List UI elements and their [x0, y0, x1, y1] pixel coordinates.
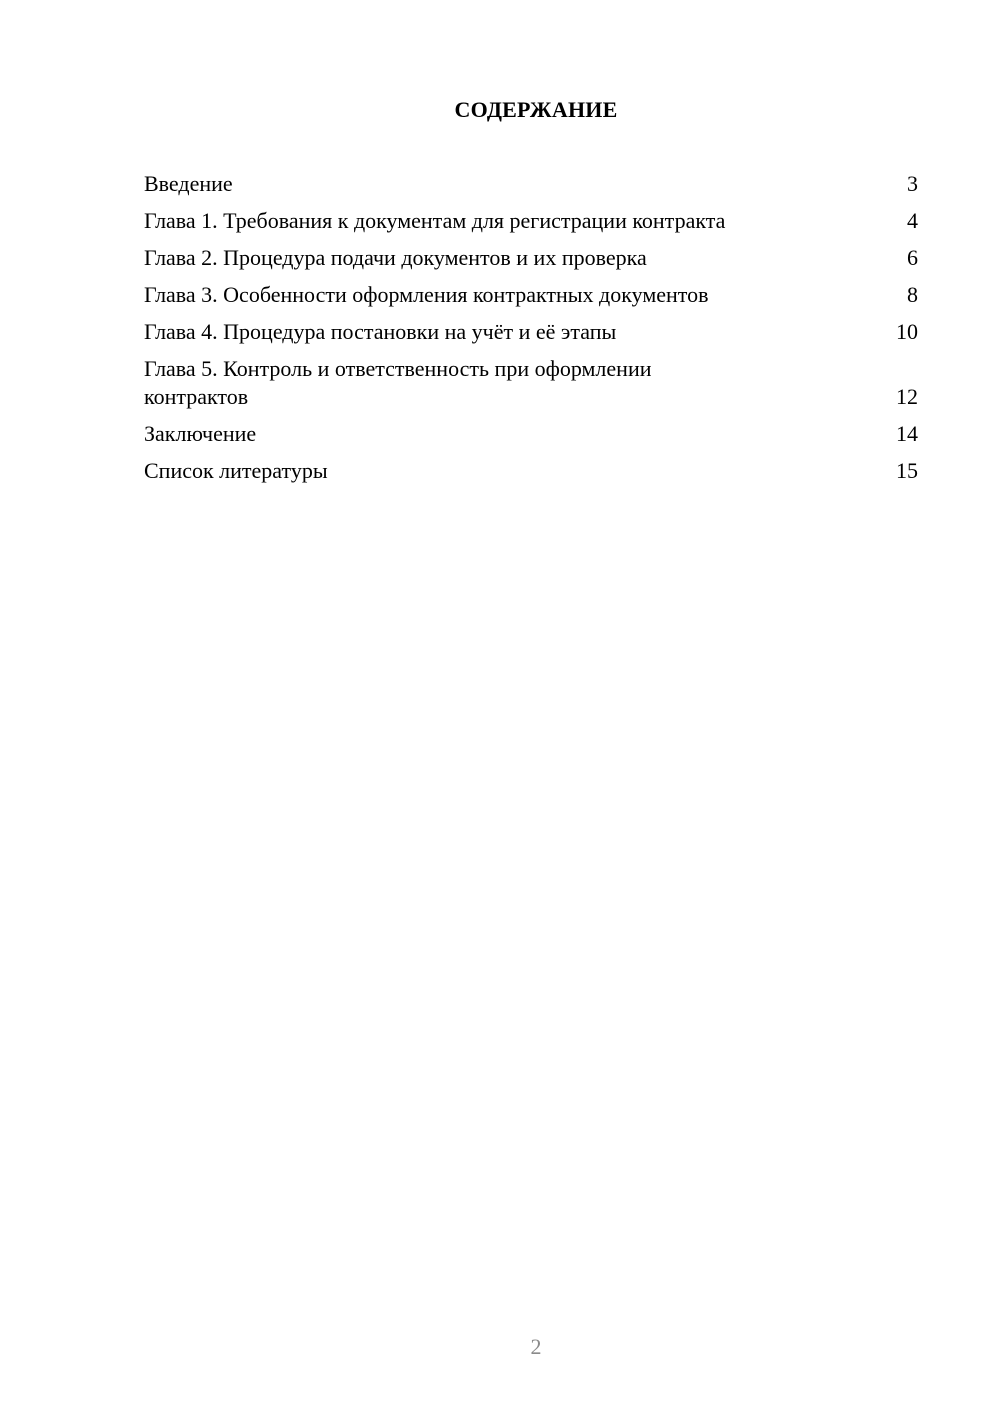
- toc-entry-label: Глава 5. Контроль и ответственность при оформлении контрактов: [144, 356, 652, 409]
- toc-entry-page: 4: [907, 208, 918, 233]
- toc-entry-label: Глава 3. Особенности оформления контрактных документов: [144, 282, 709, 307]
- toc-entry-label: Список литературы: [144, 458, 328, 483]
- toc-entry-label: Заключение: [144, 421, 257, 446]
- toc-entry-chapter-1: [144, 207, 918, 235]
- toc-entry-introduction: [144, 170, 918, 198]
- toc-entry-chapter-5: [144, 355, 918, 411]
- toc-entry-label: Глава 2. Процедура подачи документов и их проверка: [144, 245, 647, 270]
- toc-entry-page: 12: [896, 384, 918, 409]
- toc-entry-page: 3: [907, 171, 918, 196]
- toc-entry-page: 14: [896, 421, 918, 446]
- page-number: 2: [530, 1334, 542, 1359]
- toc-entry-page: 10: [896, 319, 918, 344]
- toc-entry-label: Введение: [144, 171, 233, 196]
- toc-entry-chapter-2: [144, 244, 918, 272]
- toc-title: СОДЕРЖАНИЕ: [454, 97, 618, 122]
- toc-entry-page: 8: [907, 282, 918, 307]
- toc-entry-page: 15: [896, 458, 918, 483]
- toc-list: [144, 170, 918, 494]
- toc-entry-chapter-4: [144, 318, 918, 346]
- toc-entry-page: 6: [907, 245, 918, 270]
- toc-entry-chapter-3: [144, 281, 918, 309]
- toc-entry-label: Глава 1. Требования к документам для регистрации контракта: [144, 208, 726, 233]
- toc-entry-label: Глава 4. Процедура постановки на учёт и её этапы: [144, 319, 617, 344]
- toc-entry-conclusion: [144, 420, 918, 448]
- toc-entry-references: [144, 457, 918, 485]
